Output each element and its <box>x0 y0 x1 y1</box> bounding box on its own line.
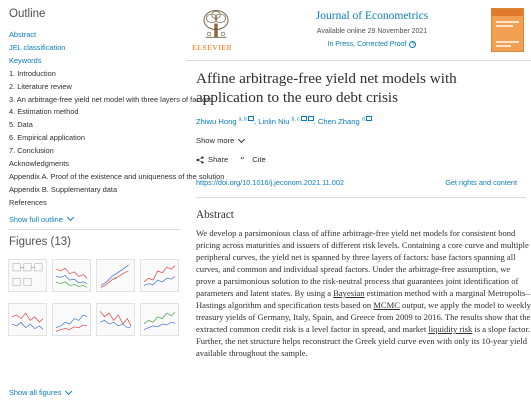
cite-button[interactable] <box>240 155 266 167</box>
chevron-down-icon <box>67 214 74 221</box>
sidebar-divider <box>9 229 181 230</box>
chevron-down-icon <box>65 387 72 394</box>
svg-text:”: ” <box>240 156 245 167</box>
show-full-outline-button[interactable] <box>9 215 186 224</box>
figure-thumbnail[interactable] <box>52 259 91 292</box>
in-press-link[interactable] <box>242 41 502 48</box>
email-icon[interactable] <box>301 116 307 121</box>
in-press-label: In Press, Corrected Proof <box>327 41 407 48</box>
help-icon: ? <box>409 41 416 48</box>
author-link[interactable]: Linlin Niu $^{b, c}$ <box>258 116 300 126</box>
outline-item[interactable]: Appendix A. Proof of the existence and uniqueness of the solution <box>9 171 225 181</box>
outline-item[interactable]: Abstract <box>9 30 37 39</box>
quote-icon <box>240 156 248 167</box>
show-full-outline-label: Show full outline <box>9 214 63 224</box>
figure-thumbnail[interactable] <box>96 259 135 292</box>
doi-link[interactable]: https://doi.org/10.1016/j.jeconom.2021.11.002 <box>196 178 344 187</box>
show-all-figures-button[interactable] <box>9 388 71 397</box>
article-header <box>186 0 531 62</box>
cite-label: Cite <box>252 155 266 164</box>
show-all-figures-label: Show all figures <box>9 388 62 397</box>
share-icon <box>196 156 204 164</box>
liquidity-risk-link[interactable]: liquidity risk <box>428 324 473 334</box>
show-more-label: Show more <box>196 136 235 145</box>
author-list: Zhiwu Hong $^{a, b}$ , Linlin Niu $^{b, c}$ , Chen Zhang $^d$ <box>196 116 372 126</box>
outline-item[interactable]: 7. Conclusion <box>9 146 54 156</box>
get-rights-link[interactable]: Get rights and content <box>445 178 517 187</box>
article-title: Affine arbitrage-free yield net models with application to the euro debt crisis <box>196 70 457 106</box>
action-row <box>196 155 266 167</box>
outline-item[interactable]: 1. Introduction <box>9 68 56 78</box>
share-button[interactable] <box>196 155 228 164</box>
figures-title: Figures (13) <box>9 236 71 248</box>
outline-item[interactable]: Keywords <box>9 55 42 65</box>
outline-item[interactable]: 6. Empirical application <box>9 133 85 143</box>
mcmc-link[interactable]: MCMC <box>373 300 400 310</box>
figure-thumbnail[interactable] <box>140 259 179 292</box>
share-label: Share <box>208 155 229 164</box>
outline-item[interactable]: Appendix B. Supplementary data <box>9 184 118 194</box>
outline-item[interactable]: 5. Data <box>9 120 33 130</box>
outline-item[interactable]: 3. An arbitrage-free yield net model with three layers of factors <box>9 94 213 104</box>
header-divider <box>186 60 531 61</box>
figure-thumbnail[interactable] <box>8 303 47 336</box>
outline-title: Outline <box>9 8 46 20</box>
outline-item[interactable]: 4. Estimation method <box>9 107 79 117</box>
abstract-body: We develop a parsimonious class of affine arbitrage-free yield net models for consistent bond pricing across maturities and issuers of different risk levels. Containing a core curve and multiple peripheral curves, the yield net is spanned by three layers of factors: base factors spanning all curves, and common and individual spread factors. Under the arbitrage-free assumption, we prove a parsimonious solution to the risk-neutral process that guarantees joint identification of parameters and latent states. By using a Bayesian estimation method with a marginal Metropolis–Hastings algorithm and specification tests based on MCMC output, we apply the model to weekly treasury yields of Germany, Italy, Spain, and Greece from 2009 to 2016. The results show that the extracted common credit risk is a level factor in spread, and market liquidity risk is a slope factor. Further, the net structure helps reconstruct the Greek yield curve even with only its 10-year yield available throughout the sample. <box>196 228 531 358</box>
content-divider <box>196 197 526 198</box>
journal-cover-thumbnail[interactable] <box>491 8 524 52</box>
outline-item[interactable]: References <box>9 197 47 207</box>
chevron-down-icon <box>238 135 245 142</box>
show-more-button[interactable] <box>196 136 244 145</box>
abstract-heading: Abstract <box>196 209 234 221</box>
publisher-name: ELSEVIER <box>192 43 233 52</box>
email-icon[interactable] <box>248 116 254 121</box>
person-icon[interactable] <box>308 116 314 121</box>
article-main <box>186 0 531 401</box>
email-icon[interactable] <box>366 116 372 121</box>
bayesian-link[interactable]: Bayesian <box>333 288 365 298</box>
available-online: Available online 29 November 2021 <box>316 28 428 35</box>
outline-item[interactable]: Acknowledgments <box>9 159 69 169</box>
author-link[interactable]: Chen Zhang $^d$ <box>317 116 365 126</box>
figure-thumbnail[interactable] <box>52 303 91 336</box>
figure-thumbnail[interactable] <box>140 303 179 336</box>
journal-title-link[interactable]: Journal of Econometrics <box>315 10 429 22</box>
outline-item[interactable]: 2. Literature review <box>9 81 72 91</box>
author-link[interactable]: Zhiwu Hong $^{a, b}$ <box>196 116 247 126</box>
figure-thumbnail[interactable] <box>96 303 135 336</box>
outline-item[interactable]: JEL classification <box>9 42 66 52</box>
figure-thumbnail[interactable] <box>8 259 47 292</box>
